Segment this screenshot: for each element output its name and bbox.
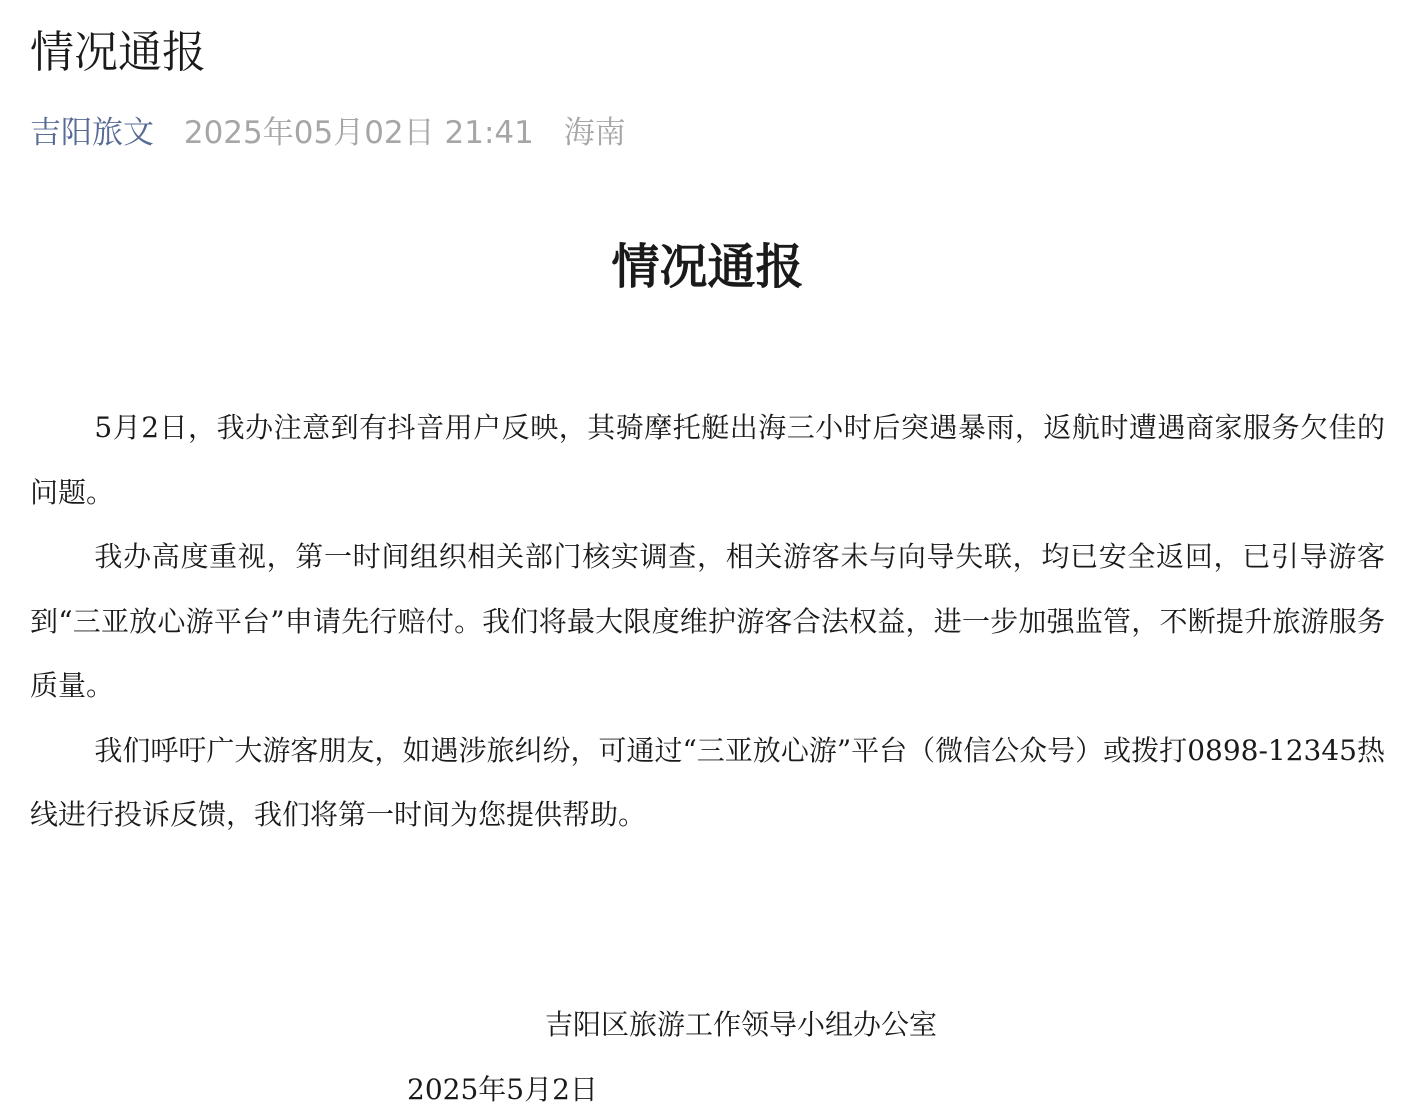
publish-location: 海南: [563, 115, 626, 151]
article-title: 情况通报: [30, 27, 206, 78]
paragraph: 我办高度重视，第一时间组织相关部门核实调查，相关游客未与向导失联，均已安全返回，已引导游客到“三亚放心游平台”申请先行赔付。我们将最大限度维护游客合法权益，进一步加强监管，不断提升旅游服务质量。: [30, 540, 1385, 702]
sign-date: 2025年5月2日: [407, 1073, 598, 1106]
document-heading: 情况通报: [611, 239, 804, 295]
article-meta: [30, 112, 626, 154]
issuer-signature: 吉阳区旅游工作领导小组办公室: [545, 1008, 938, 1041]
publish-datetime: 2025年05月02日 21:41: [183, 115, 534, 151]
author-link[interactable]: 吉阳旅文: [30, 115, 154, 151]
document-body: [30, 396, 1385, 848]
paragraph: 5月2日，我办注意到有抖音用户反映，其骑摩托艇出海三小时后突遇暴雨，返航时遭遇商家服务欠佳的问题。: [30, 411, 1385, 509]
paragraph: 我们呼吁广大游客朋友，如遇涉旅纠纷，可通过“三亚放心游”平台（微信公众号）或拨打0898-12345热线进行投诉反馈，我们将第一时间为您提供帮助。: [30, 733, 1385, 831]
